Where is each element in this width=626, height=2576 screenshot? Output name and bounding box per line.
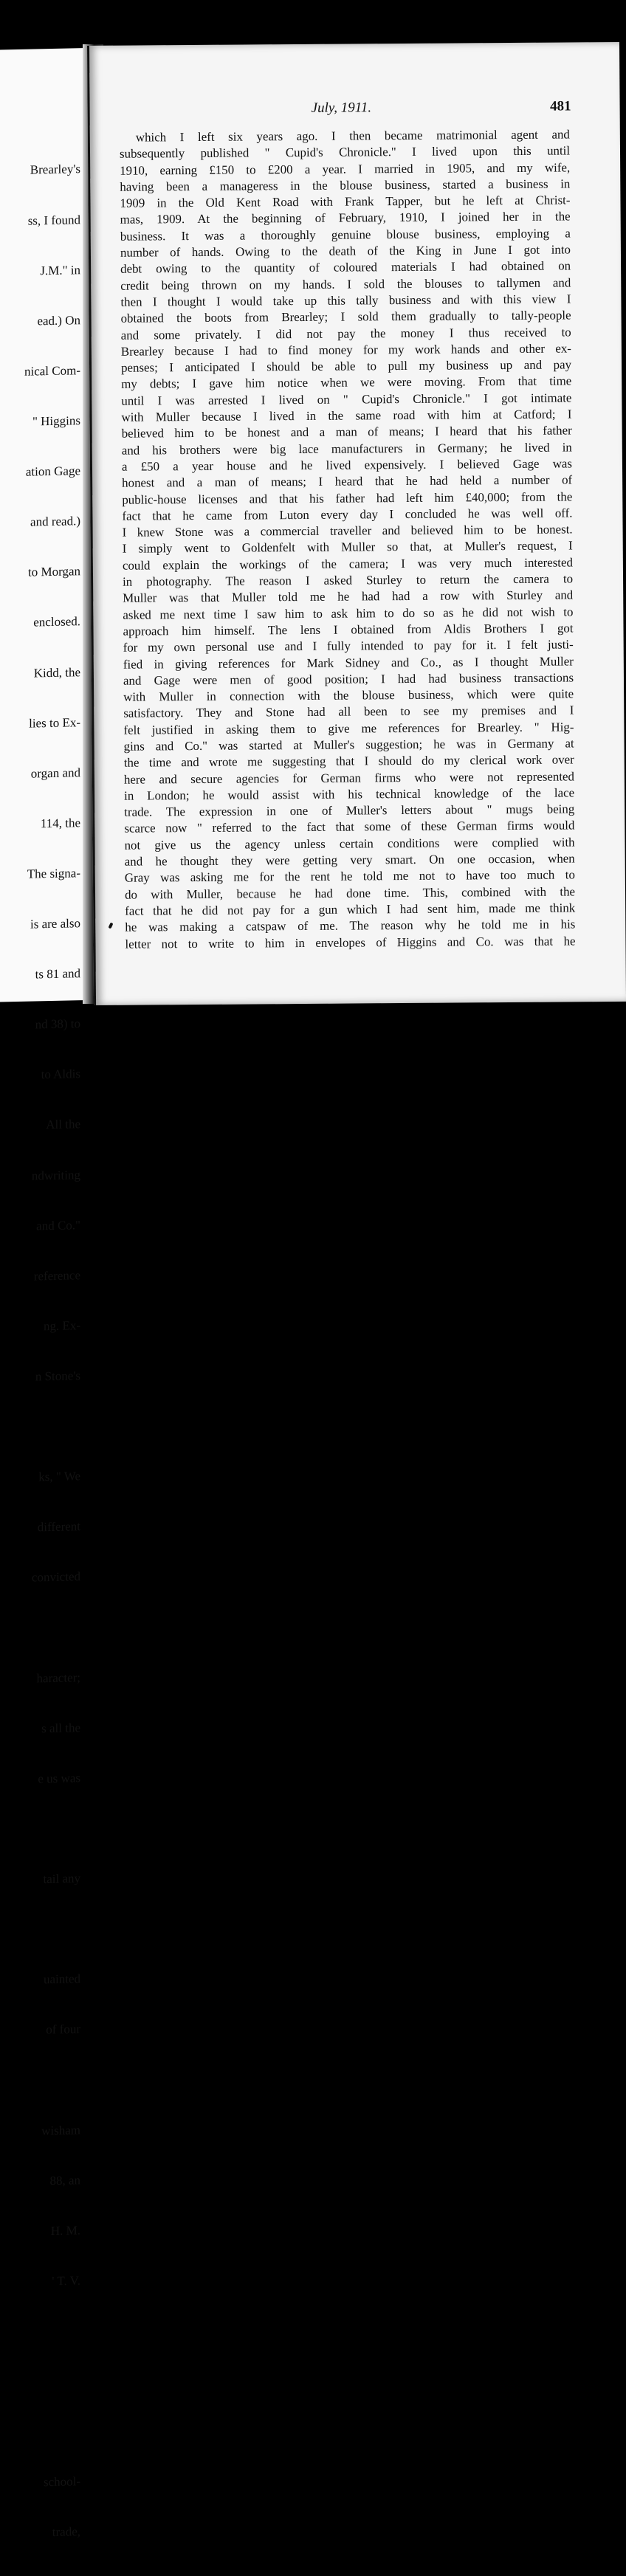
line-gap bbox=[24, 1418, 80, 1436]
text-line: " Higgins bbox=[32, 413, 80, 429]
text-line: trade. The expression in one of Muller's letters about " mugs being bbox=[124, 802, 575, 819]
text-line: he was making a catspaw of me. The reason why he told me in his bbox=[125, 917, 576, 934]
text-line: which I left six years ago. I then became matrimonial agent and bbox=[135, 127, 570, 145]
text-line: I knew Stone was a commercial traveller and believed him to be honest. bbox=[122, 522, 573, 540]
text-line: e us was bbox=[38, 1771, 80, 1786]
text-line: Kidd, the bbox=[33, 664, 80, 680]
line-gap bbox=[24, 2072, 80, 2090]
text-line: ation Gage bbox=[25, 464, 80, 479]
text-line: not give us the agency unless certain conditions were complied with bbox=[124, 835, 575, 853]
text-line: All the bbox=[46, 1117, 80, 1132]
text-line: and Gage were men of good position; I had had business transactions bbox=[123, 670, 574, 688]
text-line: believed him to be honest and a man of means; I heard that his father bbox=[121, 423, 572, 441]
text-line: having been a manageress in the blouse business, started a business in bbox=[120, 176, 571, 194]
text-line: 114, the bbox=[40, 815, 80, 831]
text-line: 1909 in the Old Kent Road with Frank Tapper, but he left at Christ- bbox=[120, 193, 571, 210]
line-gap bbox=[24, 1619, 80, 1637]
facing-left-page bbox=[0, 48, 86, 2540]
text-line: obtained the boots from Brearley; I sold them gradually to tally-people bbox=[120, 308, 571, 326]
text-line: a £50 a year house and he lived expensively. I believed Gage was bbox=[121, 456, 573, 474]
text-line: school- bbox=[43, 2474, 80, 2490]
text-line: with Muller in connection with the blouse business, which were quite bbox=[123, 686, 574, 704]
running-title: July, 1911. bbox=[311, 100, 372, 116]
text-line: I simply went to Goldenfelt with Muller so that, at Muller's request, I bbox=[122, 538, 573, 557]
text-line: tail any bbox=[43, 1871, 80, 1887]
text-line: H. M. bbox=[50, 2222, 80, 2238]
line-gap bbox=[24, 2323, 80, 2341]
text-line: here and secure agencies for German firms who were not represented bbox=[123, 768, 574, 787]
text-line: ts 81 and bbox=[35, 966, 80, 982]
text-line: subsequently published " Cupid's Chronicle." I lived upon this until bbox=[119, 143, 571, 161]
text-line: penses; I anticipated I should be able to pull my business up and pay bbox=[120, 357, 572, 375]
text-line: ng. Ex- bbox=[43, 1318, 80, 1334]
text-line: honest and a man of means; I heard that he had held a number of bbox=[122, 472, 573, 490]
text-line: enclosed. bbox=[33, 614, 80, 630]
text-line: 88, an bbox=[49, 2172, 80, 2188]
text-line: in London; he would assist with his technical knowledge of the lace bbox=[124, 785, 575, 803]
text-line: nd 38) to bbox=[35, 1016, 80, 1032]
text-line: ks, " We bbox=[38, 1469, 80, 1484]
text-line: 1910, earning £150 to £200 a year. I married in 1905, and my wife, bbox=[120, 160, 571, 178]
text-line: The signa- bbox=[27, 866, 80, 881]
text-line: mas, 1909. At the beginning of February, 1910, I joined her in the bbox=[120, 209, 571, 227]
text-line: Gray was asking me for the rent he told me not to have too much to bbox=[124, 867, 575, 886]
text-line: to Aldis bbox=[41, 1067, 80, 1082]
text-line: ead.) On bbox=[37, 312, 80, 328]
text-line: public-house licenses and that his father had left him £40,000; from the bbox=[122, 489, 573, 507]
text-line: and read.) bbox=[30, 514, 80, 529]
line-gap bbox=[24, 2423, 80, 2441]
text-line: satisfactory. They and Stone had all been to see my premises and I bbox=[123, 703, 574, 721]
body-text bbox=[120, 126, 576, 952]
text-line: Brearley because I had to find money for my work hands and other ex- bbox=[120, 341, 571, 359]
text-line: do with Muller, because he had done time. This, combined with the bbox=[124, 884, 576, 902]
text-line: fact that he did not pay for a gun which I had sent him, made me think bbox=[125, 900, 576, 918]
text-line: reference bbox=[33, 1267, 80, 1284]
page-number: 481 bbox=[550, 98, 571, 114]
text-line: gins and Co." was started at Muller's suggestion; he was in Germany at bbox=[123, 736, 574, 754]
text-line: nical Com- bbox=[24, 363, 80, 379]
text-line: scarce now " referred to the fact that some of these German firms would bbox=[124, 818, 575, 836]
text-line: credit being thrown on my hands. I sold the blouses to tallymen and bbox=[120, 275, 571, 293]
text-line: then I thought I would take up this tally business and with this view I bbox=[120, 292, 571, 309]
text-line: Muller was that Muller told me he had had a row with Sturley and bbox=[123, 588, 574, 605]
text-line: for my own personal use and I fully intended to pay for it. I felt justi- bbox=[123, 637, 574, 655]
text-line: trade, bbox=[52, 2524, 80, 2540]
text-line: Brearley's bbox=[30, 162, 80, 178]
text-line: fact that he came from Luton every day I concluded he was well off. bbox=[122, 506, 573, 523]
text-line: n Stone's bbox=[35, 1368, 80, 1384]
text-line: my debts; I gave him notice when we were moving. From that time bbox=[121, 373, 572, 392]
text-line: wisham bbox=[41, 2122, 80, 2138]
text-line: uainted bbox=[43, 1971, 80, 1987]
right-page bbox=[87, 42, 626, 1005]
text-line: number of hands. Owing to the death of the King in June I got into bbox=[120, 242, 571, 260]
text-line: to Morgan bbox=[28, 564, 80, 579]
text-line: convicted bbox=[31, 1569, 80, 1585]
text-line: different bbox=[37, 1519, 80, 1535]
text-line: haracter; bbox=[36, 1670, 80, 1686]
running-head bbox=[90, 98, 620, 121]
text-line: until I was arrested I lived on " Cupid's Chronicle." I got intimate bbox=[121, 390, 572, 408]
text-line: ss, I found bbox=[27, 212, 80, 228]
text-line: and Co." bbox=[36, 1217, 80, 1233]
text-line: ' T. V. bbox=[52, 2273, 80, 2288]
text-line: and his brothers were big lace manufacturers in Germany; he lived in bbox=[121, 440, 572, 458]
text-line: business. It was a thoroughly genuine blouse business, employing a bbox=[120, 226, 571, 244]
text-line: felt justified in asking them to give me references for Brearley. " Hig- bbox=[123, 720, 574, 737]
text-line: letter not to write to him in envelopes of Higgins and Co. was that he bbox=[125, 933, 576, 951]
text-line: s all the bbox=[41, 1720, 80, 1736]
text-line: lies to Ex- bbox=[29, 714, 80, 731]
text-line: and some privately. I did not pay the money I thus received to bbox=[120, 324, 571, 342]
text-line: approach him himself. The lens I obtained from Aldis Brothers I got bbox=[123, 621, 574, 638]
text-line: and he thought they were getting very smart. On one occasion, when bbox=[124, 851, 575, 869]
text-line: the time and wrote me suggesting that I should do my clerical work over bbox=[123, 752, 574, 770]
text-line: with Muller because I lived in the same road with him at Catford; I bbox=[121, 407, 572, 424]
text-line: is are also bbox=[30, 916, 80, 931]
left-page-text bbox=[24, 128, 80, 2575]
text-line: ndwriting bbox=[31, 1167, 80, 1183]
text-line: debt owing to the quantity of coloured materials I had obtained on bbox=[120, 258, 571, 277]
line-gap bbox=[24, 2373, 80, 2391]
text-line: organ and bbox=[30, 765, 80, 781]
text-line: fied in giving references for Mark Sidney and Co., as I thought Muller bbox=[123, 653, 574, 672]
text-line: in photography. The reason I asked Sturley to return the camera to bbox=[123, 571, 574, 589]
line-gap bbox=[24, 1820, 80, 1838]
text-line: J.M." in bbox=[40, 262, 80, 278]
line-gap bbox=[24, 1921, 80, 1938]
text-line: of four bbox=[46, 2022, 80, 2037]
text-line: could explain the workings of the camera; I was very much interested bbox=[122, 555, 573, 573]
text-line: asked me next time I saw him to ask him to do so as he did not wish to bbox=[123, 605, 574, 622]
